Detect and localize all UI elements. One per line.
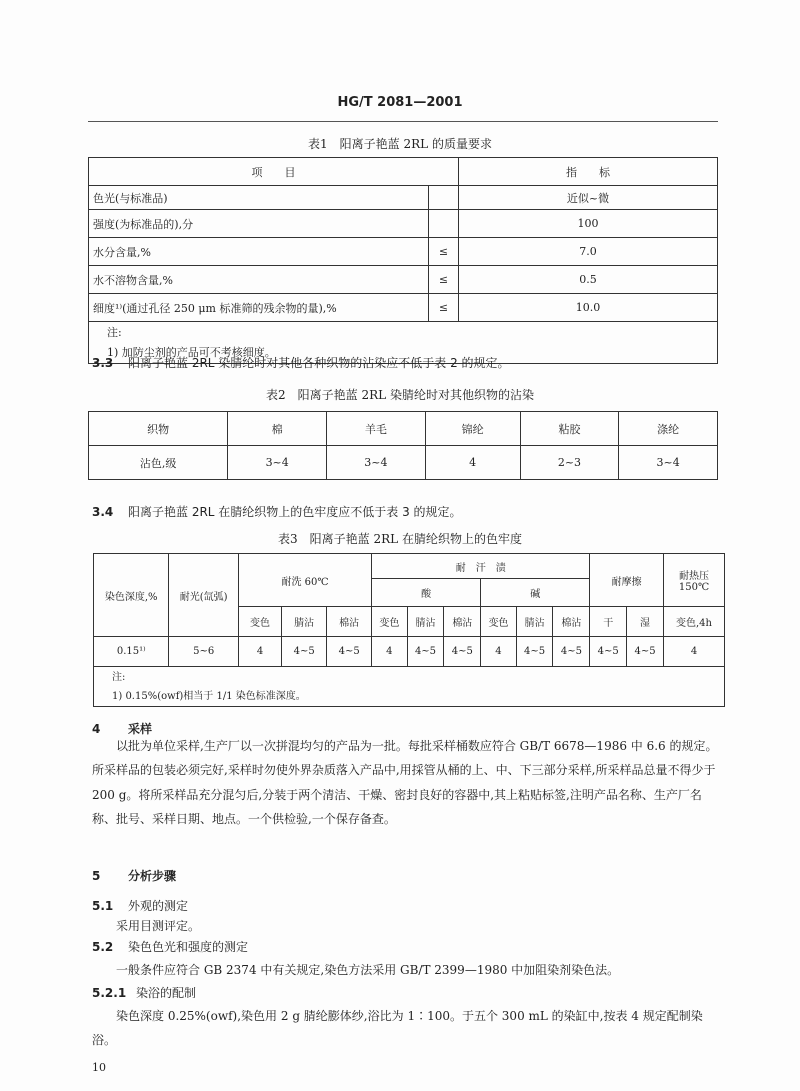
cell: 4~5	[282, 637, 327, 667]
cell: 0.15¹⁾	[94, 637, 169, 667]
table-row	[89, 446, 718, 480]
table2-caption: 表2 阳离子艳蓝 2RL 染腈纶时对其他织物的沾染	[266, 388, 534, 402]
header-rule	[88, 121, 718, 122]
section-5-2-text: 一般条件应符合 GB 2374 中有关规定,染色方法采用 GB/T 2399—1980 中加阻染剂染色法。	[116, 963, 620, 977]
cell: 4~5	[327, 637, 372, 667]
table-row	[89, 266, 718, 294]
header-rub: 耐摩擦	[590, 554, 664, 607]
cell: 水不溶物含量,%	[89, 266, 429, 294]
table1-header-item: 项 目	[89, 158, 459, 186]
cell: 5~6	[169, 637, 238, 667]
cell	[429, 186, 459, 210]
cell: 4	[664, 637, 725, 667]
cell: 变色	[238, 607, 281, 637]
cell: 织物	[89, 412, 228, 446]
section-5-1-text: 采用目测评定。	[116, 919, 201, 933]
cell: 4	[238, 637, 281, 667]
section-title: 染浴的配制	[136, 986, 197, 1000]
cell: 棉沾	[327, 607, 372, 637]
section-title: 采样	[128, 722, 153, 736]
cell: 4~5	[553, 637, 590, 667]
section-number: 3.3	[92, 356, 114, 370]
section-5-1-heading	[92, 897, 188, 914]
cell: ≤	[429, 238, 459, 266]
table-row	[89, 294, 718, 322]
cell: 4~5	[627, 637, 664, 667]
table-row	[89, 186, 718, 210]
header-standard-code: HG/T 2081—2001	[337, 95, 463, 110]
note-title: 注:	[107, 325, 122, 339]
section-5-2-1-heading	[92, 984, 196, 1001]
cell: 腈沾	[516, 607, 553, 637]
section-text: 阳离子艳蓝 2RL 在腈纶织物上的色牢度应不低于表 3 的规定。	[128, 505, 462, 519]
cell: 100	[459, 210, 718, 238]
header-sweat: 耐 汗 渍	[372, 554, 590, 579]
cell: 棉沾	[444, 607, 481, 637]
cell: 近似~微	[459, 186, 718, 210]
cell: 4	[481, 637, 516, 667]
cell: 腈沾	[282, 607, 327, 637]
table1	[88, 157, 718, 364]
table3-caption: 表3 阳离子艳蓝 2RL 在腈纶织物上的色牢度	[278, 532, 522, 546]
table-header-row	[89, 412, 718, 446]
table-row	[89, 238, 718, 266]
table-row	[94, 637, 725, 667]
note-text: 1) 加防尘剂的产品可不考核细度。	[107, 345, 276, 359]
cell: 10.0	[459, 294, 718, 322]
section-number: 3.4	[92, 505, 114, 519]
section-number: 5.2.1	[92, 986, 127, 1000]
cell: 4	[372, 637, 407, 667]
cell: 0.5	[459, 266, 718, 294]
cell: 干	[590, 607, 627, 637]
cell: 变色,4h	[664, 607, 725, 637]
cell: 4~5	[407, 637, 444, 667]
table2	[88, 411, 718, 480]
table3-note	[94, 667, 725, 707]
section-3-4	[92, 503, 462, 520]
table1-header-index: 指 标	[459, 158, 718, 186]
header-acid: 酸	[372, 579, 481, 607]
cell: 7.0	[459, 238, 718, 266]
cell: ≤	[429, 294, 459, 322]
cell: 羊毛	[327, 412, 426, 446]
cell: ≤	[429, 266, 459, 294]
cell: 4	[425, 446, 520, 480]
section-5-2-1-text: 染色深度 0.25%(owf),染色用 2 g 腈纶膨体纱,浴比为 1∶100。于五个 300 mL 的染缸中,按表 4 规定配制染浴。	[92, 1009, 703, 1048]
section-3-3	[92, 354, 510, 371]
header-light: 耐光(氙弧)	[169, 554, 238, 637]
section-title: 染色色光和强度的测定	[128, 940, 249, 954]
cell: 锦纶	[425, 412, 520, 446]
table-row	[89, 210, 718, 238]
header-depth: 染色深度,%	[94, 554, 169, 637]
section-5-heading	[92, 867, 176, 884]
cell: 涤纶	[619, 412, 718, 446]
page-number: 10	[92, 1061, 106, 1074]
cell: 3~4	[619, 446, 718, 480]
cell: 细度¹⁾(通过孔径 250 μm 标准筛的残余物的量),%	[89, 294, 429, 322]
section-number: 5.1	[92, 899, 114, 913]
cell: 变色	[372, 607, 407, 637]
cell: 2~3	[520, 446, 619, 480]
cell: 腈沾	[407, 607, 444, 637]
cell: 棉沾	[553, 607, 590, 637]
cell: 棉	[228, 412, 327, 446]
note-title: 注:	[112, 671, 126, 683]
cell: 3~4	[327, 446, 426, 480]
section-text: 阳离子艳蓝 2RL 染腈纶时对其他各种织物的沾染应不低于表 2 的规定。	[128, 356, 510, 370]
cell	[429, 210, 459, 238]
cell: 湿	[627, 607, 664, 637]
section-title: 分析步骤	[128, 869, 177, 883]
section-5-2-heading	[92, 938, 248, 955]
section-number: 5	[92, 869, 101, 883]
cell: 4~5	[590, 637, 627, 667]
header-heat: 耐热压 150℃	[664, 554, 725, 607]
cell: 沾色,级	[89, 446, 228, 480]
section-number: 5.2	[92, 940, 114, 954]
cell: 变色	[481, 607, 516, 637]
section-number: 4	[92, 722, 101, 736]
cell: 色光(与标准品)	[89, 186, 429, 210]
cell: 强度(为标准品的),分	[89, 210, 429, 238]
cell: 3~4	[228, 446, 327, 480]
header-alkali: 碱	[481, 579, 590, 607]
cell: 水分含量,%	[89, 238, 429, 266]
cell: 4~5	[516, 637, 553, 667]
cell: 4~5	[444, 637, 481, 667]
header-wash: 耐洗 60℃	[238, 554, 371, 607]
note-text: 1) 0.15%(owf)相当于 1/1 染色标准深度。	[112, 690, 306, 702]
section-title: 外观的测定	[128, 899, 189, 913]
cell: 粘胶	[520, 412, 619, 446]
table3	[93, 553, 725, 707]
section-4-text: 以批为单位采样,生产厂以一次拼混均匀的产品为一批。每批采样桶数应符合 GB/T 6678—1986 中 6.6 的规定。所采样品的包装必须完好,采样时勿使外界杂质落入产品中,用採管从桶的上、中、下三部分采样,所采样品总量不得少于 200 g。将所采样品充分混匀后,分装于两个清洁、干燥、密封良好的容器中,其上粘贴标签,注明产品名称、生产厂名称、批号、采样日期、地点。一个供检验,一个保存备查。	[92, 739, 718, 826]
table1-caption: 表1 阳离子艳蓝 2RL 的质量要求	[308, 137, 492, 151]
